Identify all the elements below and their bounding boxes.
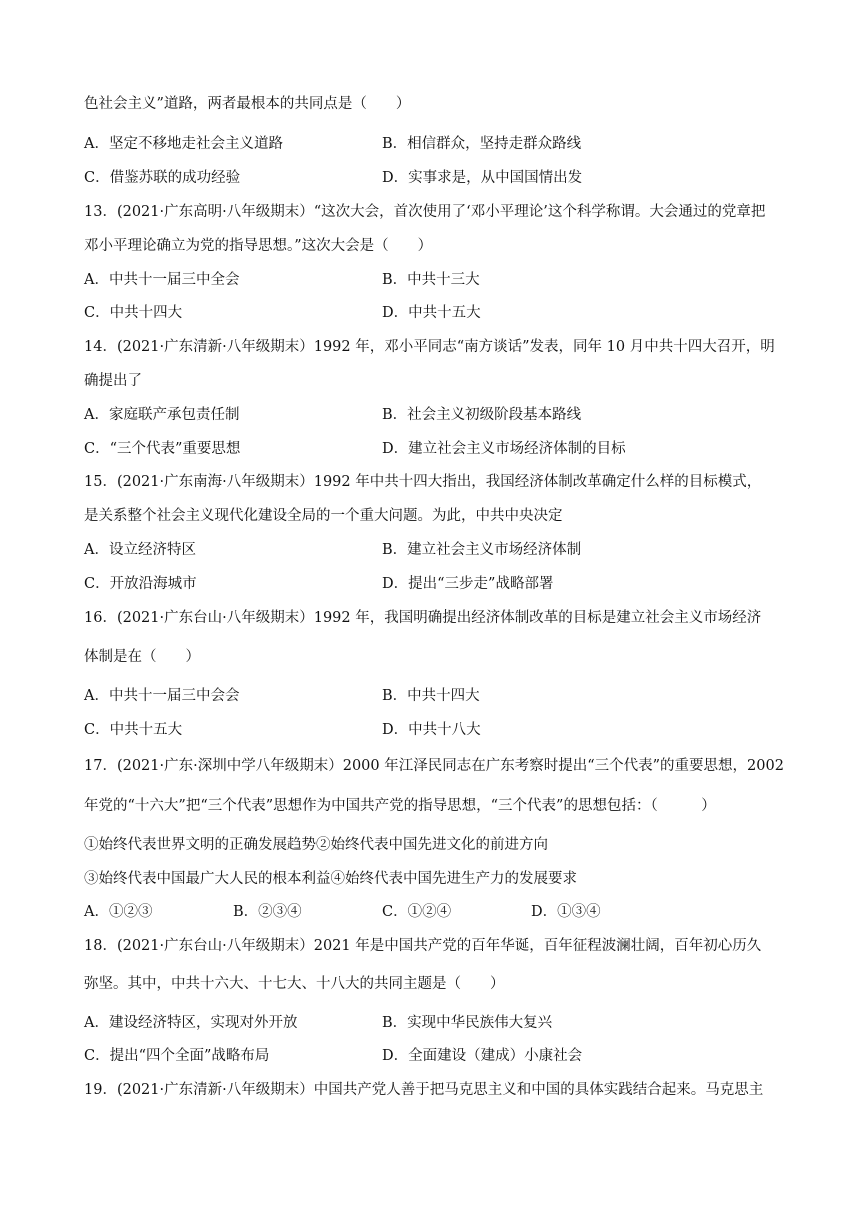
q17-option-a: A．①②③ bbox=[84, 904, 153, 920]
q17-option-b: B．②③④ bbox=[233, 904, 302, 920]
q16-option-c: C．中共十五大 bbox=[84, 722, 183, 738]
q18-option-b: B．实现中华民族伟大复兴 bbox=[382, 1015, 553, 1031]
q14-stem-line2: 确提出了 bbox=[84, 373, 142, 389]
q14-option-c: C．“三个代表”重要思想 bbox=[84, 441, 241, 457]
q12-stem: 色社会主义”道路，两者最根本的共同点是（ ） bbox=[84, 96, 411, 112]
q19-stem-line1: 19．(2021·广东清新·八年级期末）中国共产党人善于把马克思主义和中国的具体实践结合起来。马克思主 bbox=[84, 1082, 764, 1098]
q16-option-a: A．中共十一届三中会会 bbox=[84, 688, 240, 704]
q15-option-a: A．设立经济特区 bbox=[84, 542, 196, 558]
q18-stem-line1: 18．(2021·广东台山·八年级期末）2021 年是中国共产党的百年华诞，百年征程波澜壮阔，百年初心历久 bbox=[84, 938, 762, 954]
q13-option-a: A．中共十一届三中全会 bbox=[84, 272, 240, 288]
q12-option-a: A．坚定不移地走社会主义道路 bbox=[84, 136, 283, 152]
q13-stem-line2: 邓小平理论确立为党的指导思想。”这次大会是（ ） bbox=[84, 238, 433, 254]
q15-option-d: D．提出“三步走”战略部署 bbox=[382, 576, 554, 592]
q12-option-d: D．实事求是，从中国国情出发 bbox=[382, 170, 583, 186]
q16-stem-line1: 16．(2021·广东台山·八年级期末）1992 年，我国明确提出经济体制改革的目标是建立社会主义市场经济 bbox=[84, 610, 762, 626]
q17-stem-line2: 年党的“十六大”把“三个代表”思想作为中国共产党的指导思想，“三个代表”的思想包括：（ ） bbox=[84, 798, 716, 814]
q18-option-a: A．建设经济特区，实现对外开放 bbox=[84, 1015, 298, 1031]
q15-option-b: B．建立社会主义市场经济体制 bbox=[382, 542, 582, 558]
q12-option-b: B．相信群众，坚持走群众路线 bbox=[382, 136, 582, 152]
q16-option-d: D．中共十八大 bbox=[382, 722, 481, 738]
q14-option-d: D．建立社会主义市场经济体制的目标 bbox=[382, 441, 626, 457]
q14-stem-line1: 14．(2021·广东清新·八年级期末）1992 年，邓小平同志“南方谈话”发表，同年 10 月中共十四大召开，明 bbox=[84, 339, 775, 355]
q15-option-c: C．开放沿海城市 bbox=[84, 576, 197, 592]
q13-option-b: B．中共十三大 bbox=[382, 272, 480, 288]
q13-stem-line1: 13．(2021·广东高明·八年级期末）“这次大会，首次使用了‘邓小平理论’这个科学称谓。大会通过的党章把 bbox=[84, 204, 766, 220]
q15-stem-line1: 15．(2021·广东南海·八年级期末）1992 年中共十四大指出，我国经济体制改革确定什么样的目标模式， bbox=[84, 474, 762, 490]
q14-option-b: B．社会主义初级阶段基本路线 bbox=[382, 407, 582, 423]
q13-option-c: C．中共十四大 bbox=[84, 305, 183, 321]
q17-option-d: D．①③④ bbox=[531, 904, 601, 920]
q18-option-c: C．提出“四个全面”战略布局 bbox=[84, 1048, 270, 1064]
q17-stem-line1: 17．(2021·广东·深圳中学八年级期末）2000 年江泽民同志在广东考察时提出“三个代表”的重要思想，2002 bbox=[84, 758, 784, 774]
q18-stem-line2: 弥坚。其中，中共十六大、十七大、十八大的共同主题是（ ） bbox=[84, 976, 505, 992]
q14-option-a: A．家庭联产承包责任制 bbox=[84, 407, 240, 423]
q17-items-line1: ①始终代表世界文明的正确发展趋势②始终代表中国先进文化的前进方向 bbox=[84, 837, 548, 853]
q12-option-c: C．借鉴苏联的成功经验 bbox=[84, 170, 241, 186]
q16-stem-line2: 体制是在（ ） bbox=[84, 649, 200, 665]
q17-option-c: C．①②④ bbox=[382, 904, 452, 920]
q18-option-d: D．全面建设（建成）小康社会 bbox=[382, 1048, 583, 1064]
q13-option-d: D．中共十五大 bbox=[382, 305, 481, 321]
q16-option-b: B．中共十四大 bbox=[382, 688, 480, 704]
q15-stem-line2: 是关系整个社会主义现代化建设全局的一个重大问题。为此，中共中央决定 bbox=[84, 508, 563, 524]
q17-items-line2: ③始终代表中国最广大人民的根本利益④始终代表中国先进生产力的发展要求 bbox=[84, 871, 577, 887]
